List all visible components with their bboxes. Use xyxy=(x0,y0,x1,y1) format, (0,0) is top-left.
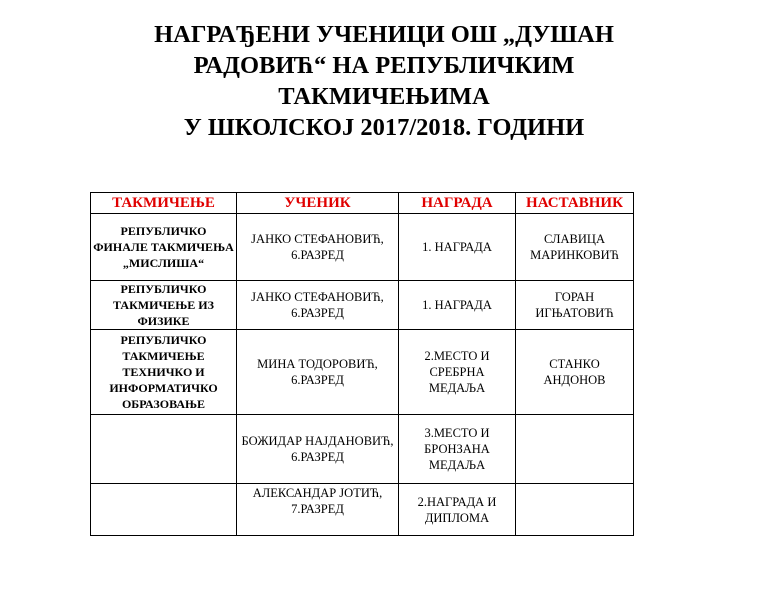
header-teacher: НАСТАВНИК xyxy=(516,193,634,214)
title-line-3: ТАКМИЧЕЊИМА xyxy=(278,83,490,110)
competition-cell xyxy=(91,415,237,484)
award-cell: 2.МЕСТО И СРЕБРНА МЕДАЉА xyxy=(399,330,516,415)
header-student: УЧЕНИК xyxy=(237,193,399,214)
table-row xyxy=(91,281,634,330)
header-award: НАГРАДА xyxy=(399,193,516,214)
awards-table xyxy=(90,192,634,536)
student-cell: ЈАНКО СТЕФАНОВИЋ, 6.РАЗРЕД xyxy=(237,214,399,281)
competition-cell: РЕПУБЛИЧКО ТАКМИЧЕЊЕ ТЕХНИЧКО И ИНФОРМАТИЧКО ОБРАЗОВАЊЕ xyxy=(91,330,237,415)
table-row xyxy=(91,484,634,536)
competition-cell: РЕПУБЛИЧКО ТАКМИЧЕЊЕ ИЗ ФИЗИКЕ xyxy=(91,281,237,330)
teacher-cell: СТАНКО АНДОНОВ xyxy=(516,330,634,415)
award-cell: 3.МЕСТО И БРОНЗАНА МЕДАЉА xyxy=(399,415,516,484)
student-cell: ЈАНКО СТЕФАНОВИЋ, 6.РАЗРЕД xyxy=(237,281,399,330)
award-cell: 1. НАГРАДА xyxy=(399,281,516,330)
table-row xyxy=(91,214,634,281)
teacher-cell: СЛАВИЦА МАРИНКОВИЋ xyxy=(516,214,634,281)
competition-cell: РЕПУБЛИЧКО ФИНАЛЕ ТАКМИЧЕЊА „МИСЛИША“ xyxy=(91,214,237,281)
teacher-cell xyxy=(516,415,634,484)
teacher-cell: ГОРАН ИГЊАТОВИЋ xyxy=(516,281,634,330)
teacher-cell xyxy=(516,484,634,536)
student-cell: МИНА ТОДОРОВИЋ, 6.РАЗРЕД xyxy=(237,330,399,415)
student-cell: БОЖИДАР НАЈДАНОВИЋ, 6.РАЗРЕД xyxy=(237,415,399,484)
student-cell: АЛЕКСАНДАР ЈОТИЋ, 7.РАЗРЕД xyxy=(237,484,399,536)
table-row xyxy=(91,330,634,415)
award-cell: 1. НАГРАДА xyxy=(399,214,516,281)
competition-cell xyxy=(91,484,237,536)
award-cell: 2.НАГРАДА И ДИПЛОМА xyxy=(399,484,516,536)
title-line-4: У ШКОЛСКОЈ 2017/2018. ГОДИНИ xyxy=(183,114,585,141)
table-row xyxy=(91,415,634,484)
table-header-row xyxy=(91,193,634,214)
header-competition: ТАКМИЧЕЊЕ xyxy=(91,193,237,214)
page-title xyxy=(84,19,684,143)
title-line-1: НАГРАЂЕНИ УЧЕНИЦИ ОШ „ДУШАН xyxy=(154,21,614,48)
title-line-2: РАДОВИЋ“ НА РЕПУБЛИЧКИМ xyxy=(193,52,575,79)
